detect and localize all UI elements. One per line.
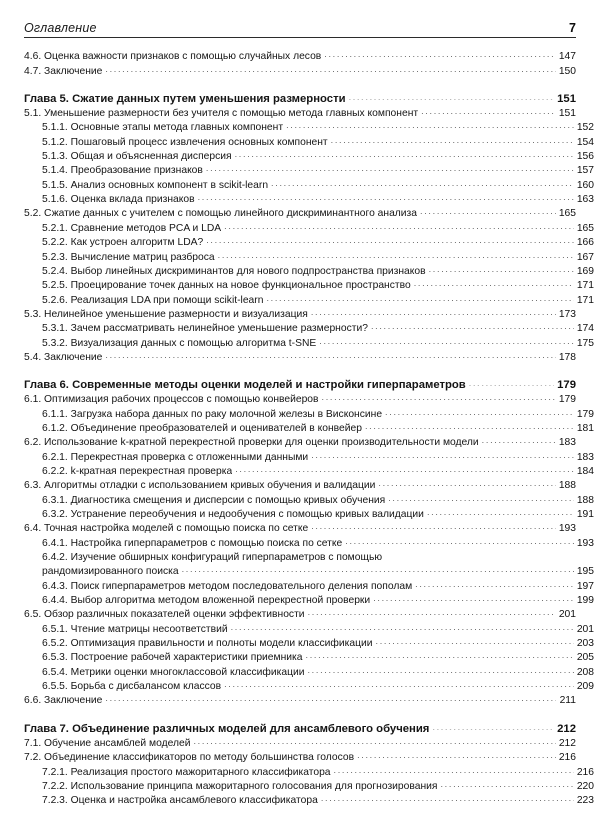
toc-leader-dots bbox=[206, 242, 574, 243]
toc-entry[interactable] bbox=[24, 694, 576, 708]
toc-entry-label: 5.2.1. Сравнение методов PCA и LDA bbox=[42, 222, 222, 234]
toc-entry-label: 6.4.4. Выбор алгоритма методом вложенной перекрестной проверки bbox=[42, 595, 371, 607]
toc-entry-label: 5.2. Сжатие данных с учителем с помощью линейного дискриминантного анализа bbox=[24, 208, 418, 220]
toc-entry-label: 6.4. Точная настройка моделей с помощью поиска по сетке bbox=[24, 523, 309, 535]
toc-leader-dots bbox=[373, 600, 574, 601]
toc-page-number: 209 bbox=[576, 681, 594, 693]
toc-entry[interactable] bbox=[24, 322, 594, 336]
toc-leader-dots bbox=[105, 71, 556, 72]
toc-entry-label: 6.2.1. Перекрестная проверка с отложенными данными bbox=[42, 451, 309, 463]
toc-entry-label: 6.4.1. Настройка гиперпараметров с помощью поиска по сетке bbox=[42, 537, 343, 549]
toc-entry-label: 4.7. Заключение bbox=[24, 65, 103, 77]
toc-page-number: 171 bbox=[576, 294, 594, 306]
toc-leader-dots bbox=[331, 142, 574, 143]
toc-page-number: 216 bbox=[558, 752, 576, 764]
toc-entry-label: 5.2.5. Проецирование точек данных на новое функциональное пространство bbox=[42, 280, 411, 292]
toc-page-number: 166 bbox=[576, 237, 594, 249]
toc-page-number: 220 bbox=[576, 780, 594, 792]
toc-leader-dots bbox=[388, 500, 574, 501]
toc-entry[interactable] bbox=[24, 436, 576, 450]
toc-page-number: 163 bbox=[576, 194, 594, 206]
toc-leader-dots bbox=[385, 414, 574, 415]
toc-leader-dots bbox=[365, 428, 574, 429]
toc-page-number: 160 bbox=[576, 179, 594, 191]
toc-entry-label: 5.3.1. Зачем рассматривать нелинейное уменьшение размерности? bbox=[42, 323, 368, 335]
toc-leader-dots bbox=[378, 485, 556, 486]
toc-page-number: 151 bbox=[558, 108, 576, 120]
toc-page-number: 179 bbox=[558, 394, 576, 406]
toc-entry[interactable] bbox=[24, 393, 576, 407]
toc-entry-label: Глава 6. Современные методы оценки моделей и настройки гиперпараметров bbox=[24, 379, 466, 392]
toc-entry[interactable] bbox=[24, 580, 594, 594]
toc-entry[interactable] bbox=[24, 136, 594, 150]
toc-page-number: 179 bbox=[557, 379, 576, 392]
toc-entry-label: 5.3.2. Визуализация данных с помощью алгоритма t-SNE bbox=[42, 337, 317, 349]
toc-entry[interactable] bbox=[24, 294, 594, 308]
toc-entry[interactable] bbox=[24, 623, 594, 637]
toc-entry[interactable] bbox=[24, 164, 594, 178]
toc-entry-label: 6.5.5. Борьба с дисбалансом классов bbox=[42, 681, 222, 693]
toc-entry[interactable] bbox=[24, 251, 594, 265]
toc-page-number: 165 bbox=[576, 222, 594, 234]
toc-page-number: 188 bbox=[558, 480, 576, 492]
toc-entry[interactable] bbox=[24, 236, 594, 250]
toc-entry[interactable] bbox=[24, 666, 594, 680]
toc-entry[interactable] bbox=[24, 451, 594, 465]
toc-entry[interactable] bbox=[24, 537, 594, 551]
toc-entry-label: 6.1. Оптимизация рабочих процессов с помощью конвейеров bbox=[24, 394, 319, 406]
toc-leader-dots bbox=[105, 357, 556, 358]
toc-leader-dots bbox=[235, 156, 574, 157]
toc-page-number: 195 bbox=[576, 566, 594, 578]
toc-page-number: 201 bbox=[576, 623, 594, 635]
toc-page-number: 169 bbox=[576, 265, 594, 277]
toc-entry[interactable] bbox=[24, 766, 594, 780]
toc-page-number: 165 bbox=[558, 208, 576, 220]
toc-entry[interactable] bbox=[24, 637, 594, 651]
toc-chapter-entry[interactable] bbox=[24, 721, 576, 737]
toc-page-number: 208 bbox=[576, 666, 594, 678]
toc-entry-label: 5.2.4. Выбор линейных дискриминантов для нового подпространства признаков bbox=[42, 265, 426, 277]
toc-entry[interactable] bbox=[24, 207, 576, 221]
toc-leader-dots bbox=[322, 399, 557, 400]
toc-page-number: 216 bbox=[576, 766, 594, 778]
toc-leader-dots bbox=[271, 185, 574, 186]
toc-leader-dots bbox=[349, 99, 554, 100]
toc-leader-dots bbox=[193, 743, 556, 744]
toc-entry[interactable] bbox=[24, 50, 576, 64]
toc-leader-dots bbox=[440, 786, 574, 787]
toc-leader-dots bbox=[218, 257, 574, 258]
toc-page-number: 156 bbox=[576, 151, 594, 163]
toc-leader-dots bbox=[371, 328, 574, 329]
toc-entry[interactable] bbox=[24, 737, 576, 751]
toc-leader-dots bbox=[307, 672, 574, 673]
toc-entry[interactable] bbox=[24, 408, 594, 422]
toc-page-number: 191 bbox=[576, 509, 594, 521]
toc-page-number: 184 bbox=[576, 465, 594, 477]
toc-entry-label: 6.4.2. Изучение обширных конфигураций гиперпараметров с помощью bbox=[42, 552, 383, 564]
toc-entry[interactable] bbox=[24, 780, 594, 794]
toc-page-number: 188 bbox=[576, 494, 594, 506]
toc-page-number: 183 bbox=[576, 451, 594, 463]
toc-page-number: 178 bbox=[558, 351, 576, 363]
toc-page-number: 171 bbox=[576, 280, 594, 292]
toc-entry-label: 5.1. Уменьшение размерности без учителя с помощью метода главных компонент bbox=[24, 108, 419, 120]
running-head-page-number: 7 bbox=[569, 20, 576, 35]
toc-entry-label: 5.1.1. Основные этапы метода главных компонент bbox=[42, 122, 284, 134]
toc-entry[interactable] bbox=[24, 551, 594, 580]
toc-entry[interactable] bbox=[24, 422, 594, 436]
toc-leader-dots bbox=[198, 199, 574, 200]
toc-entry-label: 5.1.6. Оценка вклада признаков bbox=[42, 194, 195, 206]
toc-leader-dots bbox=[231, 629, 574, 630]
toc-leader-dots bbox=[469, 385, 554, 386]
toc-leader-dots bbox=[334, 772, 574, 773]
toc-entry-label: Глава 5. Сжатие данных путем уменьшения размерности bbox=[24, 93, 346, 106]
toc-page-number: 223 bbox=[576, 795, 594, 807]
toc-page-number: 157 bbox=[576, 165, 594, 177]
toc-leader-dots bbox=[324, 56, 556, 57]
toc-entry[interactable] bbox=[24, 594, 594, 608]
toc-list bbox=[24, 50, 594, 808]
toc-leader-dots bbox=[266, 300, 574, 301]
toc-entry-label: 7.2.1. Реализация простого мажоритарного классификатора bbox=[42, 766, 331, 778]
toc-entry-label: 5.2.6. Реализация LDA при помощи scikit-learn bbox=[42, 294, 264, 306]
toc-page-number: 205 bbox=[576, 652, 594, 664]
toc-entry-label: 6.3.1. Диагностика смещения и дисперсии с помощью кривых обучения bbox=[42, 494, 386, 506]
toc-leader-dots bbox=[421, 113, 556, 114]
toc-leader-dots bbox=[432, 729, 554, 730]
toc-page-number: 183 bbox=[558, 437, 576, 449]
toc-entry[interactable] bbox=[24, 179, 594, 193]
toc-entry-label: 4.6. Оценка важности признаков с помощью случайных лесов bbox=[24, 51, 322, 63]
toc-leader-dots bbox=[345, 543, 574, 544]
toc-entry[interactable] bbox=[24, 494, 594, 508]
toc-page-number: 154 bbox=[576, 136, 594, 148]
toc-leader-dots bbox=[311, 314, 556, 315]
toc-chapter-entry[interactable] bbox=[24, 91, 576, 107]
toc-leader-dots bbox=[182, 571, 574, 572]
toc-entry-label: 5.1.4. Преобразование признаков bbox=[42, 165, 203, 177]
toc-entry-label: 6.2.2. k-кратная перекрестная проверка bbox=[42, 465, 233, 477]
toc-leader-dots bbox=[427, 514, 574, 515]
toc-entry-label: 6.1.1. Загрузка набора данных по раку молочной железы в Висконсине bbox=[42, 408, 383, 420]
toc-page-number: 193 bbox=[558, 523, 576, 535]
toc-entry[interactable] bbox=[24, 508, 594, 522]
toc-page-number: 212 bbox=[557, 722, 576, 735]
toc-entry-label: 7.2.3. Оценка и настройка ансамблевого классификатора bbox=[42, 795, 318, 807]
toc-leader-dots bbox=[311, 528, 556, 529]
toc-entry[interactable] bbox=[24, 351, 576, 365]
toc-leader-dots bbox=[376, 643, 575, 644]
toc-entry-continuation bbox=[42, 565, 594, 579]
toc-entry-label: 7.2. Объединение классификаторов по методу большинства голосов bbox=[24, 752, 355, 764]
toc-entry-label: 5.4. Заключение bbox=[24, 351, 103, 363]
toc-entry[interactable] bbox=[24, 65, 576, 79]
toc-entry[interactable] bbox=[24, 121, 594, 135]
toc-leader-dots bbox=[206, 170, 574, 171]
toc-entry[interactable] bbox=[24, 608, 576, 622]
toc-leader-dots bbox=[414, 285, 574, 286]
header-rule bbox=[24, 37, 576, 38]
toc-page-number: 150 bbox=[558, 65, 576, 77]
running-head bbox=[24, 0, 576, 34]
toc-entry[interactable] bbox=[24, 265, 594, 279]
toc-page-number: 167 bbox=[576, 251, 594, 263]
toc-entry-label: 5.3. Нелинейное уменьшение размерности и визуализация bbox=[24, 308, 308, 320]
running-head-title: Оглавление bbox=[24, 20, 97, 35]
toc-entry-label: 6.5. Обзор различных показателей оценки эффективности bbox=[24, 609, 305, 621]
toc-entry-label: 6.5.1. Чтение матрицы несоответствий bbox=[42, 623, 228, 635]
toc-leader-dots bbox=[482, 442, 556, 443]
toc-leader-dots bbox=[308, 614, 556, 615]
toc-leader-dots bbox=[415, 586, 574, 587]
toc-entry[interactable] bbox=[24, 680, 594, 694]
toc-entry-label: 6.5.3. Построение рабочей характеристики приемника bbox=[42, 652, 303, 664]
toc-page-number: 152 bbox=[576, 122, 594, 134]
toc-entry-label: 5.2.2. Как устроен алгоритм LDA? bbox=[42, 237, 204, 249]
toc-entry[interactable] bbox=[24, 751, 576, 765]
toc-page-number: 197 bbox=[576, 580, 594, 592]
toc-page-number: 212 bbox=[558, 737, 576, 749]
toc-entry-label: 5.2.3. Вычисление матриц разброса bbox=[42, 251, 215, 263]
toc-page-number: 201 bbox=[558, 609, 576, 621]
toc-leader-dots bbox=[306, 657, 574, 658]
toc-entry[interactable] bbox=[24, 465, 594, 479]
toc-page-number: 179 bbox=[576, 408, 594, 420]
toc-entry-label: 7.1. Обучение ансамблей моделей bbox=[24, 737, 191, 749]
toc-entry-label: 6.2. Использование k-кратной перекрестной проверки для оценки производительности модели bbox=[24, 437, 479, 449]
toc-entry-label: 5.1.3. Общая и объясненная дисперсия bbox=[42, 151, 232, 163]
toc-leader-dots bbox=[420, 213, 556, 214]
toc-chapter-entry[interactable] bbox=[24, 377, 576, 393]
toc-entry[interactable] bbox=[24, 651, 594, 665]
toc-entry[interactable] bbox=[24, 479, 576, 493]
toc-leader-dots bbox=[429, 271, 574, 272]
toc-entry[interactable] bbox=[24, 193, 594, 207]
toc-entry-label: 6.1.2. Объединение преобразователей и оценивателей в конвейер bbox=[42, 422, 362, 434]
toc-entry[interactable] bbox=[24, 308, 576, 322]
toc-page-number: 174 bbox=[576, 323, 594, 335]
toc-entry-label: 6.5.4. Метрики оценки многоклассовой классификации bbox=[42, 666, 305, 678]
toc-entry[interactable] bbox=[24, 279, 594, 293]
toc-page-number: 173 bbox=[558, 308, 576, 320]
toc-leader-dots bbox=[224, 228, 574, 229]
toc-entry[interactable] bbox=[24, 107, 576, 121]
toc-entry[interactable] bbox=[24, 794, 594, 808]
toc-leader-dots bbox=[235, 471, 574, 472]
toc-entry-label: 6.5.2. Оптимизация правильности и полноты модели классификации bbox=[42, 638, 373, 650]
toc-entry-label: 7.2.2. Использование принципа мажоритарного голосования для прогнозирования bbox=[42, 780, 438, 792]
toc-page-number: 181 bbox=[576, 422, 594, 434]
toc-entry-label: 6.4.3. Поиск гиперпараметров методом последовательного деления пополам bbox=[42, 580, 413, 592]
toc-entry-label: 6.6. Заключение bbox=[24, 695, 103, 707]
toc-entry-label-continued: рандомизированного поиска bbox=[42, 566, 179, 578]
toc-entry[interactable] bbox=[24, 222, 594, 236]
toc-leader-dots bbox=[105, 700, 556, 701]
toc-leader-dots bbox=[311, 457, 574, 458]
toc-page-number: 151 bbox=[557, 93, 576, 106]
toc-page-number: 175 bbox=[576, 337, 594, 349]
toc-entry-label: 5.1.5. Анализ основных компонент в scikit-learn bbox=[42, 179, 269, 191]
toc-leader-dots bbox=[357, 757, 556, 758]
toc-page-number: 193 bbox=[576, 537, 594, 549]
toc-page-number: 147 bbox=[558, 51, 576, 63]
toc-entry[interactable] bbox=[24, 337, 594, 351]
toc-entry[interactable] bbox=[24, 522, 576, 536]
toc-page-number: 203 bbox=[576, 638, 594, 650]
toc-page-number: 199 bbox=[576, 595, 594, 607]
toc-page-number: 211 bbox=[559, 695, 576, 707]
toc-entry[interactable] bbox=[24, 150, 594, 164]
toc-entry-label: 6.3.2. Устранение переобучения и недообучения с помощью кривых валидации bbox=[42, 509, 424, 521]
toc-entry-label: 5.1.2. Пошаговый процесс извлечения основных компонент bbox=[42, 136, 328, 148]
toc-leader-dots bbox=[224, 686, 574, 687]
toc-leader-dots bbox=[321, 800, 574, 801]
toc-leader-dots bbox=[319, 343, 574, 344]
toc-entry-label: 6.3. Алгоритмы отладки с использованием кривых обучения и валидации bbox=[24, 480, 376, 492]
toc-leader-dots bbox=[286, 127, 574, 128]
toc-entry-label: Глава 7. Объединение различных моделей для ансамблевого обучения bbox=[24, 722, 430, 735]
